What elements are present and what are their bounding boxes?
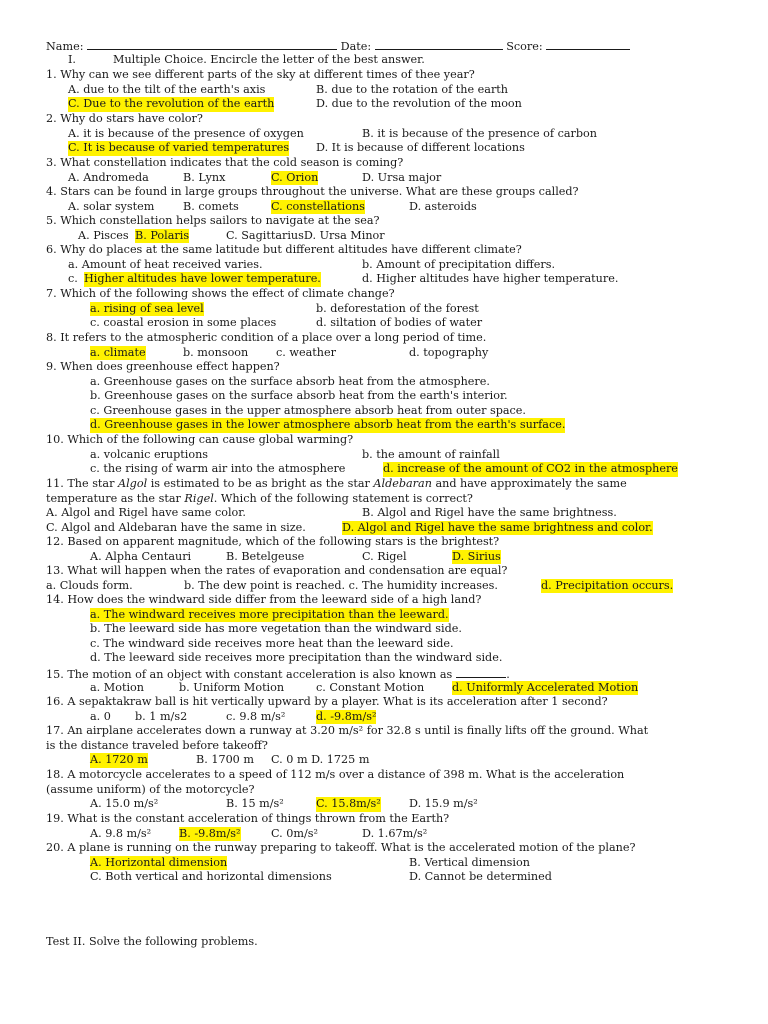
question-7-choice-highlighted: a. rising of sea level: [90, 301, 204, 315]
question-10-choice: c. the rising of warm air into the atmosphere: [90, 462, 346, 476]
question-3-choice-highlighted: C. Orion: [271, 170, 319, 184]
question-3-choice: D. Ursa major: [362, 170, 442, 184]
question-12-choice: A. Alpha Centauri: [90, 549, 192, 563]
question-6-choice: a. Amount of heat received varies.: [68, 257, 263, 271]
question-13-choice: a. Clouds form.: [46, 578, 133, 592]
test1-instruction: Multiple Choice. Encircle the letter of the best answer.: [113, 53, 425, 66]
question-20-text: 20. A plane is running on the runway preparing to takeoff. What is the accelerated motion of the plane?: [46, 841, 636, 854]
question-8-text: 8. It refers to the atmospheric condition of a place over a long period of time.: [46, 331, 487, 344]
date-label: Date:: [340, 40, 372, 53]
question-8-choice-highlighted: a. climate: [90, 345, 146, 359]
name-label: Name:: [46, 40, 84, 53]
question-8-choice: b. monsoon: [183, 345, 249, 359]
question-9-text: 9. When does greenhouse effect happen?: [46, 360, 280, 373]
question-4-choice: B. comets: [183, 199, 239, 213]
question-11-text-part: and have approximately the same: [431, 477, 627, 490]
question-6-choice: c.: [68, 272, 78, 286]
question-6-choice: d. Higher altitudes have higher temperature.: [362, 272, 619, 286]
question-12-text: 12. Based on apparent magnitude, which of the following stars is the brightest?: [46, 535, 500, 548]
question-11-text-part: 11. The star: [46, 477, 119, 490]
question-16-choice-highlighted: d. -9.8m/s²: [316, 709, 377, 723]
question-13-choice-highlighted: d. Precipitation occurs.: [541, 578, 674, 592]
question-3-text: 3. What constellation indicates that the cold season is coming?: [46, 156, 404, 169]
question-19-choice: C. 0m/s²: [271, 826, 318, 840]
question-8-choice: c. weather: [276, 345, 336, 359]
question-1-choice: B. due to the rotation of the earth: [316, 82, 509, 96]
question-14-text: 14. How does the windward side differ from the leeward side of a high land?: [46, 593, 482, 606]
score-label: Score:: [506, 40, 543, 53]
question-14-choice: d. The leeward side receives more precipitation than the windward side.: [90, 651, 503, 665]
question-9-choice-highlighted: d. Greenhouse gases in the lower atmosphere absorb heat from the earth's surface.: [90, 418, 566, 432]
question-11-text-part: is estimated to be as bright as the star: [147, 477, 374, 490]
question-17-text-cont: is the distance traveled before takeoff?: [46, 738, 268, 752]
question-14-choice: c. The windward side receives more heat than the leeward side.: [90, 636, 454, 650]
question-6-text: 6. Why do places at the same latitude but different altitudes have different climate?: [46, 243, 522, 256]
score-blank: [546, 38, 630, 50]
question-11-choice: B. Algol and Rigel have the same brightness.: [362, 506, 617, 520]
question-4-choice: D. asteroids: [409, 199, 477, 213]
question-10-choice: b. the amount of rainfall: [362, 447, 500, 461]
name-blank: [87, 38, 337, 50]
question-16-choice: b. 1 m/s2: [135, 709, 188, 723]
question-12-choice: C. Rigel: [362, 549, 407, 563]
question-13-choice: b. The dew point is reached. c. The humidity increases.: [184, 578, 498, 592]
question-9-choice: b. Greenhouse gases on the surface absorb heat from the earth's interior.: [90, 389, 508, 403]
question-18-text: 18. A motorcycle accelerates to a speed of 112 m/s over a distance of 398 m. What is the acceleration: [46, 768, 625, 781]
question-18-choice: A. 15.0 m/s²: [90, 797, 159, 811]
question-19-choice: A. 9.8 m/s²: [90, 826, 152, 840]
question-15-answer-blank: [456, 666, 506, 678]
question-20-choice: D. Cannot be determined: [409, 870, 552, 884]
question-3-choice: A. Andromeda: [68, 170, 149, 184]
question-5-choice-highlighted: B. Polaris: [135, 228, 190, 242]
question-15-text: 15. The motion of an object with constant acceleration is also known as .: [46, 668, 510, 681]
question-17-choice: C. 0 m D. 1725 m: [271, 753, 370, 767]
test2-heading: Test II. Solve the following problems.: [46, 935, 258, 948]
question-1-choice-highlighted: C. Due to the revolution of the earth: [68, 97, 275, 111]
question-11-text-cont-part: Rigel: [184, 491, 214, 505]
question-12-choice: B. Betelgeuse: [226, 549, 305, 563]
question-16-text: 16. A sepaktakraw ball is hit vertically upward by a player. What is its acceleration after 1 second?: [46, 695, 608, 708]
question-17-choice: B. 1700 m: [196, 753, 254, 767]
question-16-choice: c. 9.8 m/s²: [226, 709, 286, 723]
question-11-choice: C. Algol and Aldebaran have the same in size.: [46, 520, 306, 534]
question-16-choice: a. 0: [90, 709, 111, 723]
question-7-choice: d. siltation of bodies of water: [316, 316, 483, 330]
question-15-choice: a. Motion: [90, 680, 144, 694]
question-15-choice: b. Uniform Motion: [179, 680, 285, 694]
question-12-choice-highlighted: D. Sirius: [452, 549, 501, 563]
question-11-choice: A. Algol and Rigel have same color.: [46, 506, 246, 520]
question-5-choice: C. SagittariusD. Ursa Minor: [226, 228, 385, 242]
question-1-text: 1. Why can we see different parts of the sky at different times of thee year?: [46, 68, 475, 81]
question-20-choice: C. Both vertical and horizontal dimensions: [90, 870, 332, 884]
question-19-choice-highlighted: B. -9.8m/s²: [179, 826, 241, 840]
question-2-choice: A. it is because of the presence of oxygen: [68, 126, 304, 140]
question-13-text: 13. What will happen when the rates of evaporation and condensation are equal?: [46, 564, 508, 577]
question-11-text-cont-part: temperature as the star: [46, 491, 185, 505]
question-18-text-cont: (assume uniform) of the motorcycle?: [46, 782, 255, 796]
question-11-text-cont: [46, 492, 473, 507]
question-5-text: 5. Which constellation helps sailors to navigate at the sea?: [46, 214, 380, 227]
question-11-text-part: Aldebaran: [373, 477, 432, 490]
question-3-choice: B. Lynx: [183, 170, 226, 184]
question-7-choice: c. coastal erosion in some places: [90, 316, 277, 330]
question-11-choice-highlighted: D. Algol and Rigel have the same brightness and color.: [342, 520, 653, 534]
question-18-choice: B. 15 m/s²: [226, 797, 284, 811]
question-19-text: 19. What is the constant acceleration of things thrown from the Earth?: [46, 812, 450, 825]
question-7-choice: b. deforestation of the forest: [316, 301, 479, 315]
question-4-text: 4. Stars can be found in large groups throughout the universe. What are these groups called?: [46, 185, 579, 198]
question-2-text: 2. Why do stars have color?: [46, 112, 203, 125]
question-4-choice: A. solar system: [68, 199, 155, 213]
question-18-choice-highlighted: C. 15.8m/s²: [316, 797, 381, 811]
question-20-choice-highlighted: A. Horizontal dimension: [90, 855, 228, 869]
question-15-stem: 15. The motion of an object with constant acceleration is also known as: [46, 668, 453, 681]
question-8-choice: d. topography: [409, 345, 489, 359]
date-blank: [375, 38, 503, 50]
question-17-text: 17. An airplane accelerates down a runway at 3.20 m/s² for 32.8 s until is finally lifts off the ground. What: [46, 724, 649, 737]
question-10-choice: a. volcanic eruptions: [90, 447, 209, 461]
question-6-choice: b. Amount of precipitation differs.: [362, 257, 555, 271]
question-11-text-part: Algol: [118, 477, 148, 490]
question-14-choice-highlighted: a. The windward receives more precipitation than the leeward.: [90, 607, 449, 621]
question-20-choice: B. Vertical dimension: [409, 855, 530, 869]
question-14-choice: b. The leeward side has more vegetation than the windward side.: [90, 622, 462, 636]
question-10-choice-highlighted: d. increase of the amount of CO2 in the atmosphere: [383, 462, 678, 476]
question-10-text: 10. Which of the following can cause global warming?: [46, 433, 354, 446]
question-11-text-cont-part: . Which of the following statement is correct?: [213, 491, 473, 505]
question-2-choice: D. It is because of different locations: [316, 141, 525, 155]
test1-numeral: I.: [68, 53, 76, 66]
question-2-choice-highlighted: C. It is because of varied temperatures: [68, 141, 290, 155]
question-4-choice-highlighted: C. constellations: [271, 199, 365, 213]
question-15-choice: c. Constant Motion: [316, 680, 425, 694]
question-1-choice: D. due to the revolution of the moon: [316, 97, 522, 111]
question-9-choice: c. Greenhouse gases in the upper atmosphere absorb heat from outer space.: [90, 403, 526, 417]
question-19-choice: D. 1.67m/s²: [362, 826, 428, 840]
question-17-choice-highlighted: A. 1720 m: [90, 753, 148, 767]
question-9-choice: a. Greenhouse gases on the surface absorb heat from the atmosphere.: [90, 374, 490, 388]
question-1-choice: A. due to the tilt of the earth's axis: [68, 82, 266, 96]
question-6-choice-highlighted: Higher altitudes have lower temperature.: [84, 272, 321, 286]
question-5-choice: A. Pisces: [78, 228, 129, 242]
question-2-choice: B. it is because of the presence of carbon: [362, 126, 597, 140]
question-18-choice: D. 15.9 m/s²: [409, 797, 478, 811]
question-11-text: [46, 477, 627, 492]
question-7-text: 7. Which of the following shows the effect of climate change?: [46, 287, 395, 300]
question-15-choice-highlighted: d. Uniformly Accelerated Motion: [452, 680, 639, 694]
